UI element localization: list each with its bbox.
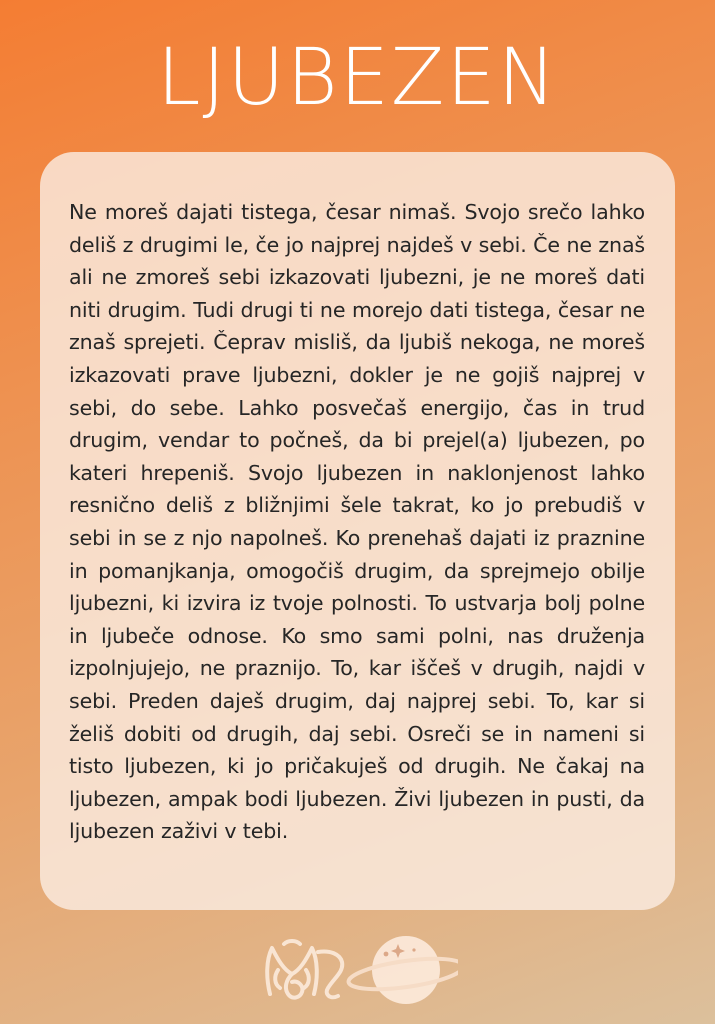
text-card: [40, 152, 675, 910]
monogram-logo-icon: [267, 941, 342, 998]
footer-logos: [258, 930, 458, 1010]
planet-icon: [347, 936, 458, 1004]
body-text: Ne moreš dajati tistega, česar nimaš. Svojo srečo lahko deliš z drugimi le, če jo najprej najdeš v sebi. Če ne znaš ali ne zmoreš sebi izkazovati ljubezni, je ne moreš dati niti drugim. Tudi drugi ti ne morejo dati tistega, česar ne znaš sprejeti. Čeprav misliš, da ljubiš nekoga, ne moreš izkazovati prave ljubezni, dokler je ne gojiš najprej v sebi, do sebe. Lahko posvečaš energijo, čas in trud drugim, vendar to počneš, da bi prejel(a) ljubezen, po kateri hrepeniš. Svojo ljubezen in naklonjenost lahko resnično deliš z bližnjimi šele takrat, ko jo prebudiš v sebi in se z njo napolneš. Ko prenehaš dajati iz praznine in pomanjkanja, omogočiš drugim, da sprejmejo obilje ljubezni, ki izvira iz tvoje polnosti. To ustvarja bolj polne in ljubeče odnose. Ko smo sami polni, nas druženja izpolnjujejo, ne praznijo. To, kar iščeš v drugih, najdi v sebi. Preden daješ drugim, daj najprej sebi. To, kar si želiš dobiti od drugih, daj sebi. Osreči se in nameni si tisto ljubezen, ki jo pričakuješ od drugih. Ne čakaj na ljubezen, ampak bodi ljubezen. Živi ljubezen in pusti, da ljubezen zaživi v tebi.: [69, 200, 645, 844]
page-title: LJUBEZEN: [157, 33, 558, 123]
footer-logos-svg: [258, 930, 458, 1010]
